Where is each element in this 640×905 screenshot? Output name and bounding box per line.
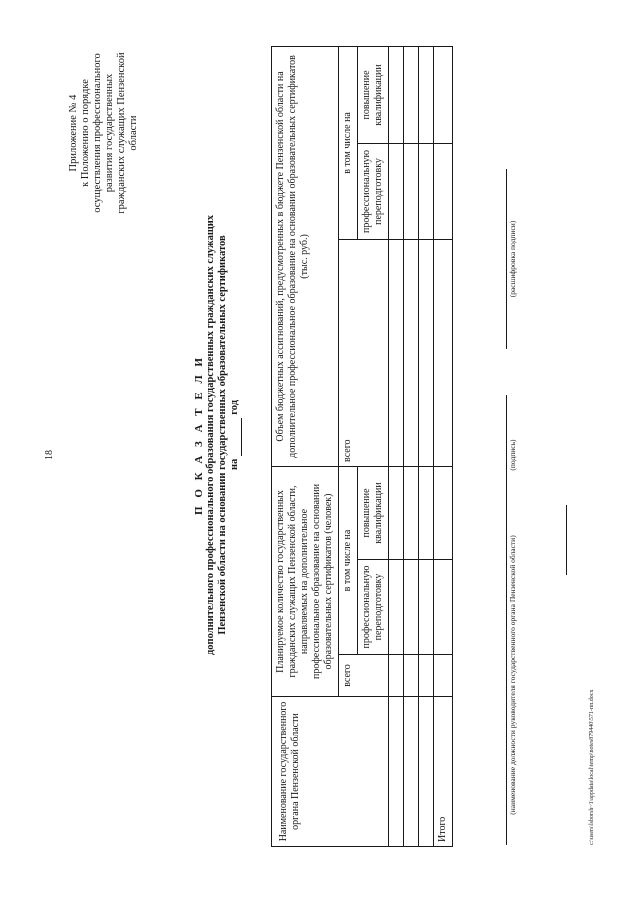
- total-row: [434, 46, 453, 846]
- appendix-line: гражданских служащих Пензенской: [116, 52, 127, 214]
- appendix-line: развития государственных: [104, 73, 115, 193]
- signature-caption: (подпись): [506, 395, 518, 515]
- year-prefix: на: [229, 458, 240, 471]
- table-cell: [404, 655, 419, 697]
- header-organ: Наименование государственного органа Пензенской области: [272, 697, 389, 847]
- table-cell: [419, 239, 434, 466]
- table-cell: [434, 143, 453, 239]
- table-cell: [404, 46, 419, 143]
- table-cell: [434, 560, 453, 655]
- appendix-line: области: [128, 115, 139, 151]
- table-cell: [404, 466, 419, 559]
- table-cell: [419, 560, 434, 655]
- table-cell: [389, 239, 404, 466]
- table-cell: [434, 46, 453, 143]
- header-people-retraining: профессиональную переподготовку: [358, 560, 389, 655]
- header-budget-including: в том числе на: [339, 46, 358, 239]
- title-line: Пензенской области на основании государственных образовательных сертификатов: [217, 235, 228, 635]
- appendix-line: к Положению о порядке: [80, 79, 91, 187]
- header-budget-retraining: профессиональную переподготовку: [358, 143, 389, 239]
- indicators-table: [271, 46, 453, 847]
- table-cell: [404, 697, 419, 847]
- table-cell: [404, 239, 419, 466]
- header-budget-group: Объем бюджетных ассигнований, предусмотренных в бюджете Пензенской области на дополнительное профессиональное образование на основании образовательных сертификатов (тыс. руб.): [272, 46, 339, 466]
- table-cell: [389, 655, 404, 697]
- page-number: 18: [44, 450, 55, 460]
- table-cell: [389, 697, 404, 847]
- year-suffix: год: [229, 399, 240, 415]
- table-cell: [419, 655, 434, 697]
- table-cell: [419, 46, 434, 143]
- table-cell: [389, 46, 404, 143]
- table-cell: [404, 143, 419, 239]
- table-cell: [404, 560, 419, 655]
- position-caption: (наименование должности руководителя государственного органа Пензенской области): [506, 505, 518, 845]
- table-cell: [389, 560, 404, 655]
- signature-decode-caption: (расшифровка подписи): [506, 169, 518, 349]
- file-path: c:\users\lsborsh~1\appdata\local\temp\notes879440\571-пп.docx: [589, 689, 595, 845]
- header-budget-qualification: повышение квалификации: [358, 46, 389, 143]
- year-blank: [229, 418, 242, 456]
- table-row: [389, 46, 404, 846]
- table-cell: [419, 143, 434, 239]
- header-budget-total: всего: [339, 239, 389, 466]
- document-title: [193, 165, 242, 705]
- title-heading: П О К А З А Т Е Л И: [193, 355, 205, 515]
- table-cell: [434, 655, 453, 697]
- table-cell: [389, 143, 404, 239]
- table-cell: [434, 239, 453, 466]
- header-people-including: в том числе на: [339, 466, 358, 654]
- header-people-group: Планируемое количество государственных гражданских служащих Пензенской области, направляемых на дополнительное профессиональное образование на основании образовательных сертификатов (человек): [272, 466, 339, 696]
- header-people-qualification: повышение квалификации: [358, 466, 389, 559]
- table-cell: [419, 697, 434, 847]
- appendix-line: Приложение № 4: [68, 94, 79, 172]
- table-cell: [419, 466, 434, 559]
- appendix-note: [68, 33, 140, 233]
- table-cell: [389, 466, 404, 559]
- table-row: [404, 46, 419, 846]
- title-year-line: [229, 165, 242, 705]
- title-line: дополнительного профессионального образования государственных гражданских служащих: [205, 214, 216, 656]
- table-row: [419, 46, 434, 846]
- appendix-line: осуществления профессионального: [92, 53, 103, 213]
- date-line: [566, 505, 567, 575]
- table-header-row: [272, 46, 339, 846]
- table-cell: [434, 466, 453, 559]
- header-people-total: всего: [339, 655, 389, 697]
- total-label: Итого: [434, 697, 453, 847]
